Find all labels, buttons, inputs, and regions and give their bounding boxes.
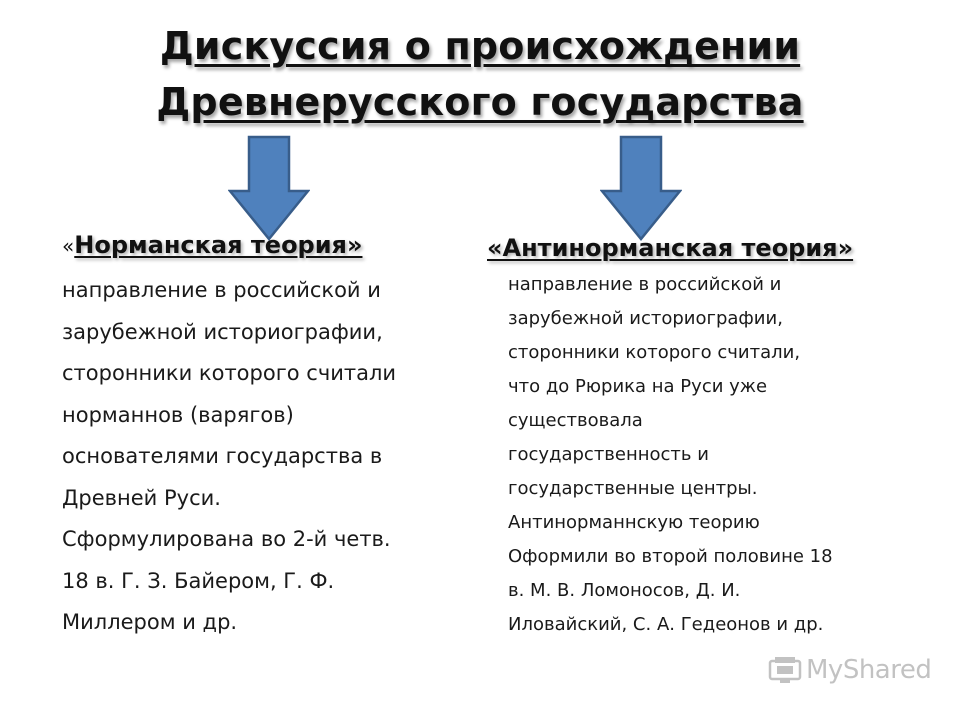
antinorman-text-line: Антинорманнскую теорию bbox=[508, 512, 760, 533]
antinorman-text-line: Иловайский, С. А. Гедеонов и др. bbox=[508, 614, 824, 635]
antinorman-text-line: направление в российской и bbox=[508, 274, 782, 295]
slide-title bbox=[0, 18, 960, 130]
antinorman-text-line: государственные центры. bbox=[508, 478, 758, 499]
norman-text-line: 18 в. Г. З. Байером, Г. Ф. bbox=[62, 568, 335, 593]
norman-text-line: основателями государства в bbox=[62, 444, 383, 468]
antinorman-text-line: что до Рюрика на Руси уже bbox=[508, 376, 768, 397]
antinorman-text-line: зарубежной историографии, bbox=[508, 308, 783, 329]
norman-text-line: сторонники которого считали bbox=[62, 361, 397, 385]
antinorman-theory-heading bbox=[487, 233, 853, 263]
antinorman-theory-description bbox=[508, 268, 928, 642]
title-line-1: Дискуссия о происхождении bbox=[159, 24, 801, 68]
antinorman-text-line: в. М. В. Ломоносов, Д. И. bbox=[508, 580, 741, 601]
down-arrow-left-icon bbox=[228, 135, 310, 241]
antinorman-text-line: Оформили во второй половине 18 bbox=[508, 546, 833, 567]
myshared-logo-icon bbox=[768, 655, 802, 685]
watermark-text: MyShared bbox=[806, 655, 932, 685]
antinorman-text-line: сторонники которого считали, bbox=[508, 342, 801, 363]
norman-theory-description bbox=[62, 270, 482, 644]
down-arrow-right-icon bbox=[600, 135, 682, 241]
norman-text-line: Миллером и др. bbox=[62, 610, 238, 634]
norman-text-line: зарубежной историографии, bbox=[62, 319, 383, 344]
norman-text-line: Сформулирована во 2-й четв. bbox=[62, 527, 391, 551]
norman-theory-heading bbox=[62, 230, 362, 261]
norman-theory-title: Норманская теория» bbox=[74, 231, 363, 259]
myshared-watermark bbox=[768, 655, 931, 685]
norman-text-line: норманнов (варягов) bbox=[62, 402, 294, 427]
antinorman-text-line: существовала bbox=[508, 410, 643, 431]
norman-text-line: направление в российской и bbox=[62, 278, 381, 302]
antinorman-text-line: государственность и bbox=[508, 444, 709, 465]
opening-quote: « bbox=[62, 234, 75, 258]
antinorman-theory-title: «Антинорманская теория» bbox=[487, 234, 854, 262]
title-line-2: Древнерусского государства bbox=[156, 80, 804, 124]
norman-text-line: Древней Руси. bbox=[62, 485, 221, 510]
